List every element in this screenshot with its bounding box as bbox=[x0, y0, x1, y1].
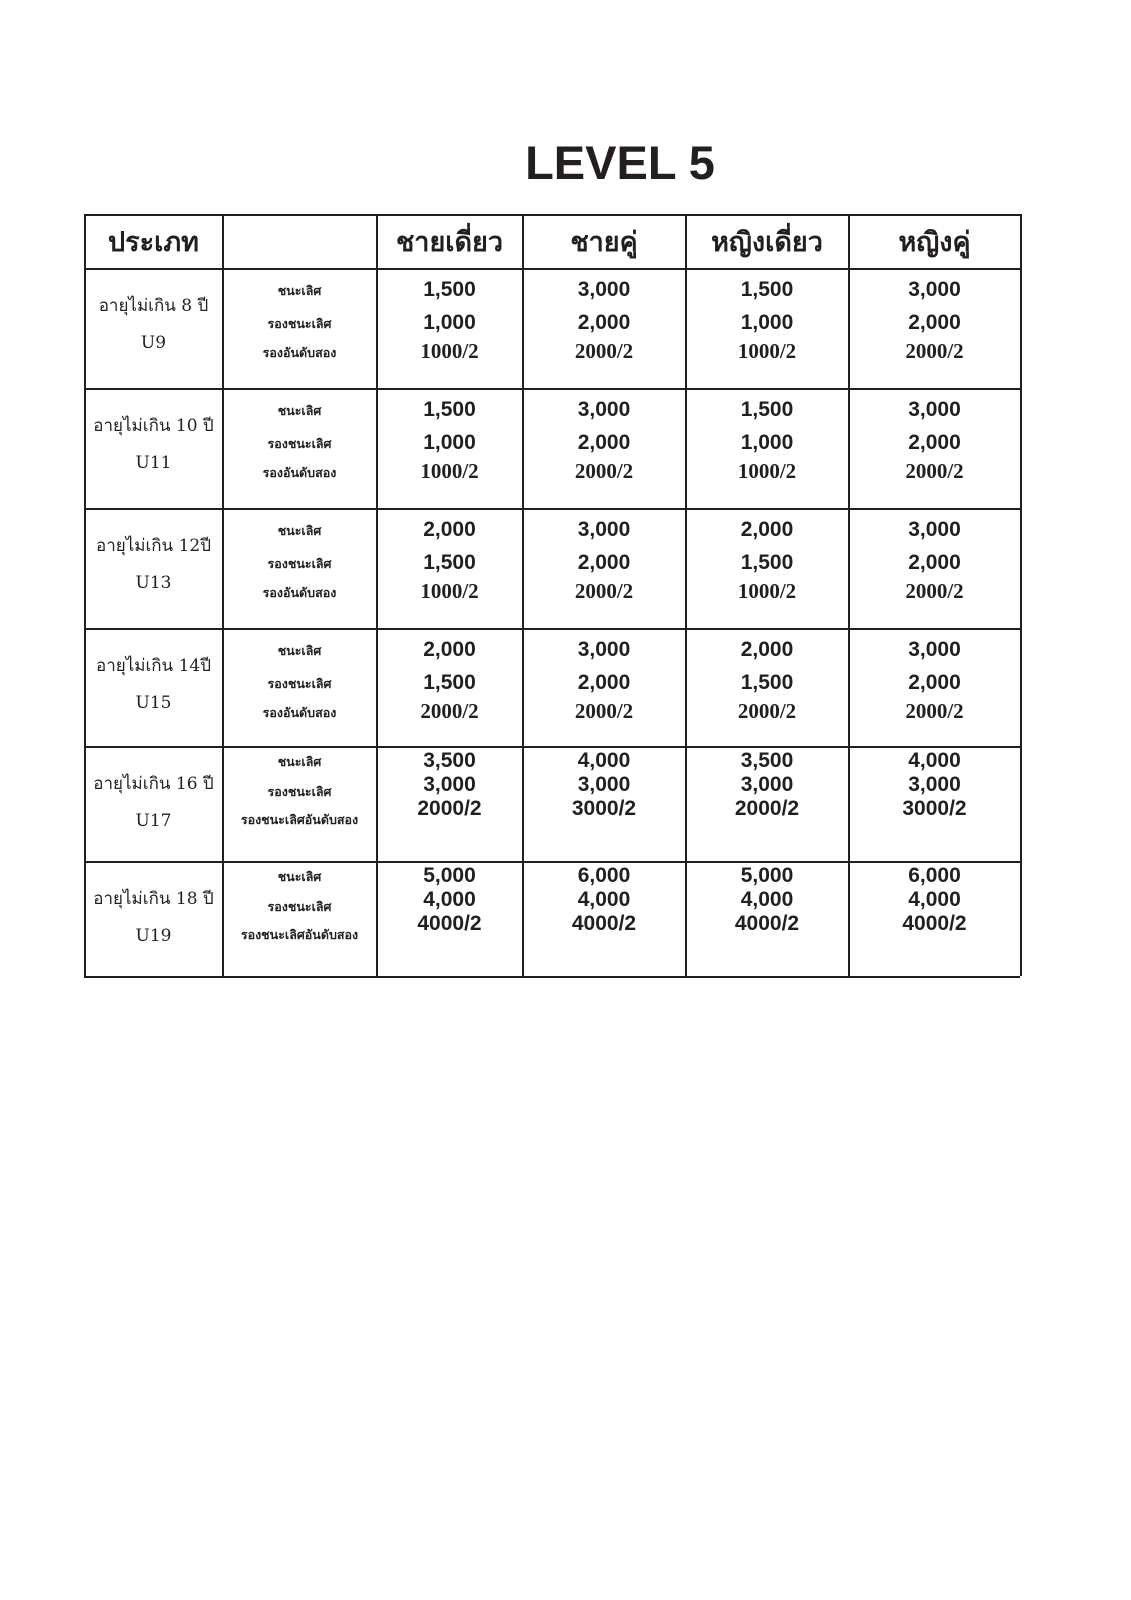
category-cell bbox=[85, 881, 222, 955]
table-rule-h bbox=[84, 976, 1020, 978]
amount-men-doubles: 4,000 bbox=[577, 888, 631, 911]
amount-men-singles: 1,500 bbox=[423, 551, 476, 574]
category-age: อายุไม่เกิน 8 ปี bbox=[98, 296, 209, 316]
amount-women-singles: 1000/2 bbox=[737, 339, 797, 363]
place-label: รองชนะเลิศ bbox=[267, 316, 332, 331]
category-cell bbox=[85, 408, 222, 482]
page-title: LEVEL 5 bbox=[525, 136, 715, 189]
category-cell bbox=[85, 648, 222, 722]
amount-women-singles: 4,000 bbox=[740, 888, 794, 911]
place-label: ชนะเลิศ bbox=[277, 869, 322, 884]
amount-men-singles: 1,500 bbox=[423, 278, 476, 301]
amount-women-singles: 1,500 bbox=[740, 398, 794, 421]
amount-women-doubles: 6,000 bbox=[908, 864, 961, 887]
place-label: รองอันดับสอง bbox=[262, 345, 337, 360]
category-age: อายุไม่เกิน 12ปี bbox=[95, 536, 212, 556]
place-label: รองอันดับสอง bbox=[262, 585, 337, 600]
category-cell bbox=[85, 766, 222, 840]
amount-men-doubles: 4,000 bbox=[577, 749, 631, 772]
category-cell bbox=[85, 528, 222, 602]
header-women-singles: หญิงเดี่ยว bbox=[711, 227, 823, 258]
amount-women-doubles: 2,000 bbox=[908, 671, 961, 694]
place-label: รองอันดับสอง bbox=[262, 465, 337, 480]
category-age: อายุไม่เกิน 14ปี bbox=[95, 656, 212, 676]
amount-men-singles: 2,000 bbox=[423, 638, 476, 661]
amount-men-doubles: 2,000 bbox=[577, 431, 631, 454]
amount-men-doubles: 2000/2 bbox=[574, 579, 634, 603]
amount-men-doubles: 2,000 bbox=[577, 671, 631, 694]
place-label: รองชนะเลิศอันดับสอง bbox=[240, 927, 359, 942]
amount-women-singles: 1,000 bbox=[740, 311, 794, 334]
amount-men-singles: 1000/2 bbox=[420, 579, 479, 603]
table-rule-h bbox=[84, 508, 1020, 510]
place-label: รองชนะเลิศ bbox=[267, 556, 332, 571]
category-code: U17 bbox=[135, 811, 172, 831]
header-category: ประเภท bbox=[108, 227, 199, 258]
amount-women-doubles: 2,000 bbox=[908, 551, 961, 574]
amount-women-singles: 2,000 bbox=[740, 638, 794, 661]
amount-men-singles: 4,000 bbox=[423, 888, 476, 911]
amount-women-singles: 1,500 bbox=[740, 278, 794, 301]
amount-men-singles: 1000/2 bbox=[420, 459, 479, 483]
amount-men-singles: 1,500 bbox=[423, 671, 476, 694]
amount-men-doubles: 3,000 bbox=[577, 518, 631, 541]
amount-women-doubles: 2,000 bbox=[908, 431, 961, 454]
amount-men-doubles: 4000/2 bbox=[571, 912, 637, 935]
amount-men-doubles: 2000/2 bbox=[574, 339, 634, 363]
amount-women-singles: 3,500 bbox=[740, 749, 794, 772]
amount-men-singles: 1,000 bbox=[423, 431, 476, 454]
amount-women-doubles: 4,000 bbox=[908, 749, 961, 772]
category-code: U13 bbox=[135, 573, 172, 593]
amount-women-singles: 3,000 bbox=[740, 773, 794, 796]
amount-women-doubles: 2000/2 bbox=[905, 699, 964, 723]
table-rule-h bbox=[84, 268, 1020, 270]
amount-women-doubles: 4,000 bbox=[908, 888, 961, 911]
amount-women-doubles: 3000/2 bbox=[902, 797, 967, 820]
amount-men-doubles: 2000/2 bbox=[574, 459, 634, 483]
amount-men-doubles: 3000/2 bbox=[571, 797, 637, 820]
amount-women-doubles: 3,000 bbox=[908, 773, 961, 796]
place-label: ชนะเลิศ bbox=[277, 643, 322, 658]
amount-women-singles: 1000/2 bbox=[737, 459, 797, 483]
amount-women-singles: 5,000 bbox=[740, 864, 794, 887]
table-rule-h bbox=[84, 861, 1020, 863]
amount-men-singles: 2000/2 bbox=[420, 699, 479, 723]
category-code: U11 bbox=[135, 453, 172, 473]
amount-women-singles: 1,000 bbox=[740, 431, 794, 454]
place-label: ชนะเลิศ bbox=[277, 283, 322, 298]
amount-women-doubles: 2,000 bbox=[908, 311, 961, 334]
amount-men-doubles: 3,000 bbox=[577, 638, 631, 661]
amount-women-doubles: 3,000 bbox=[908, 518, 961, 541]
table-rule-v bbox=[1020, 214, 1022, 976]
place-label: ชนะเลิศ bbox=[277, 754, 322, 769]
amount-women-singles: 2,000 bbox=[740, 518, 794, 541]
table-rule-h bbox=[84, 388, 1020, 390]
amount-men-doubles: 2,000 bbox=[577, 551, 631, 574]
amount-men-singles: 3,500 bbox=[423, 749, 476, 772]
category-age: อายุไม่เกิน 16 ปี bbox=[93, 774, 214, 794]
amount-women-doubles: 4000/2 bbox=[902, 912, 967, 935]
place-label: รองชนะเลิศ bbox=[267, 784, 332, 799]
amount-women-singles: 2000/2 bbox=[734, 797, 800, 820]
amount-men-singles: 1000/2 bbox=[420, 339, 479, 363]
amount-men-doubles: 3,000 bbox=[577, 278, 631, 301]
amount-women-doubles: 2000/2 bbox=[905, 339, 964, 363]
amount-men-doubles: 2000/2 bbox=[574, 699, 634, 723]
category-age: อายุไม่เกิน 18 ปี bbox=[93, 889, 214, 909]
table-rule-h bbox=[84, 628, 1020, 630]
amount-women-doubles: 2000/2 bbox=[905, 459, 964, 483]
amount-men-doubles: 2,000 bbox=[577, 311, 631, 334]
header-men-singles: ชายเดี่ยว bbox=[395, 227, 504, 258]
category-code: U15 bbox=[135, 693, 172, 713]
place-label: ชนะเลิศ bbox=[277, 403, 322, 418]
category-age: อายุไม่เกิน 10 ปี bbox=[93, 416, 214, 436]
amount-women-doubles: 3,000 bbox=[908, 278, 961, 301]
amount-men-singles: 4000/2 bbox=[417, 912, 482, 935]
header-women-doubles: หญิงคู่ bbox=[898, 227, 971, 258]
place-label: รองชนะเลิศ bbox=[267, 899, 332, 914]
place-label: รองชนะเลิศ bbox=[267, 676, 332, 691]
header-men-doubles: ชายคู่ bbox=[570, 227, 638, 258]
amount-men-singles: 1,500 bbox=[423, 398, 476, 421]
amount-men-doubles: 3,000 bbox=[577, 773, 631, 796]
category-cell bbox=[85, 288, 222, 362]
amount-men-singles: 5,000 bbox=[423, 864, 476, 887]
amount-women-singles: 4000/2 bbox=[734, 912, 800, 935]
amount-men-doubles: 3,000 bbox=[577, 398, 631, 421]
place-label: รองอันดับสอง bbox=[262, 705, 337, 720]
amount-women-singles: 2000/2 bbox=[737, 699, 797, 723]
amount-women-doubles: 3,000 bbox=[908, 398, 961, 421]
header-place bbox=[223, 215, 376, 268]
place-label: รองชนะเลิศ bbox=[267, 436, 332, 451]
amount-men-singles: 1,000 bbox=[423, 311, 476, 334]
table-rule-h bbox=[84, 746, 1020, 748]
amount-men-singles: 2,000 bbox=[423, 518, 476, 541]
amount-men-singles: 3,000 bbox=[423, 773, 476, 796]
amount-men-singles: 2000/2 bbox=[417, 797, 482, 820]
amount-women-singles: 1000/2 bbox=[737, 579, 797, 603]
category-code: U19 bbox=[135, 926, 172, 946]
amount-women-doubles: 2000/2 bbox=[905, 579, 964, 603]
category-code: U9 bbox=[140, 333, 167, 353]
place-label: รองชนะเลิศอันดับสอง bbox=[240, 812, 359, 827]
amount-women-doubles: 3,000 bbox=[908, 638, 961, 661]
amount-women-singles: 1,500 bbox=[740, 551, 794, 574]
amount-men-doubles: 6,000 bbox=[577, 864, 631, 887]
place-label: ชนะเลิศ bbox=[277, 523, 322, 538]
amount-women-singles: 1,500 bbox=[740, 671, 794, 694]
